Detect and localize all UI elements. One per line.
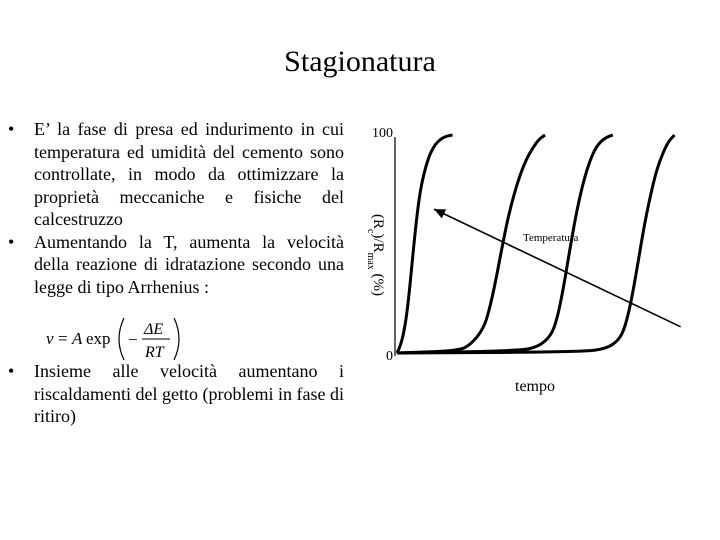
bullet-text: Aumentando la T, aumenta la velocità della reazione di idratazione secondo una legge di tipo Arrhenius : (34, 231, 344, 297)
formula-func: exp (86, 329, 111, 348)
curing-chart (355, 115, 720, 405)
bullet-list (8, 118, 344, 428)
left-paren (119, 318, 124, 360)
series-line-3 (397, 135, 613, 353)
arrhenius-formula (44, 314, 184, 369)
series-line-1 (397, 135, 453, 353)
x-axis-label: tempo (515, 378, 555, 395)
series-line-2 (397, 135, 545, 353)
bullet-text: E’ la fase di presa ed indurimento in cui temperatura ed umidità del cemento sono controllate, in modo da ottimizzare la proprietà meccaniche e fisiche del calcestruzzo (34, 119, 344, 229)
bullet-item (8, 231, 344, 299)
y-axis-label-text: $(R_c)/R_{max}$ (%) (365, 213, 386, 297)
formula-denominator: RT (145, 344, 164, 361)
formula-graphic (44, 314, 184, 364)
slide-title: Stagionatura (284, 45, 436, 78)
formula-numerator: ΔE (144, 321, 164, 338)
formula-minus: − (128, 330, 138, 349)
bullet-item (8, 360, 344, 428)
series-line-4 (397, 135, 675, 353)
formula-equals: = (58, 329, 68, 348)
right-paren (174, 318, 179, 360)
formula-coef: A (72, 329, 83, 348)
series-group (397, 135, 675, 353)
bullet-item (8, 118, 344, 231)
bullet-symbol: • (8, 361, 15, 381)
bullet-text: Insieme alle velocità aumentano i riscaldamenti del getto (problemi in fase di ritiro) (34, 361, 344, 426)
ytick-label-100: 100 (372, 126, 393, 141)
formula-lhs: v (46, 329, 54, 348)
bullet-symbol: • (8, 119, 15, 139)
bullet-symbol: • (8, 231, 15, 252)
ytick-label-0: 0 (386, 349, 393, 364)
y-axis-label (366, 214, 387, 296)
temperature-annotation: Temperatura (523, 232, 579, 244)
